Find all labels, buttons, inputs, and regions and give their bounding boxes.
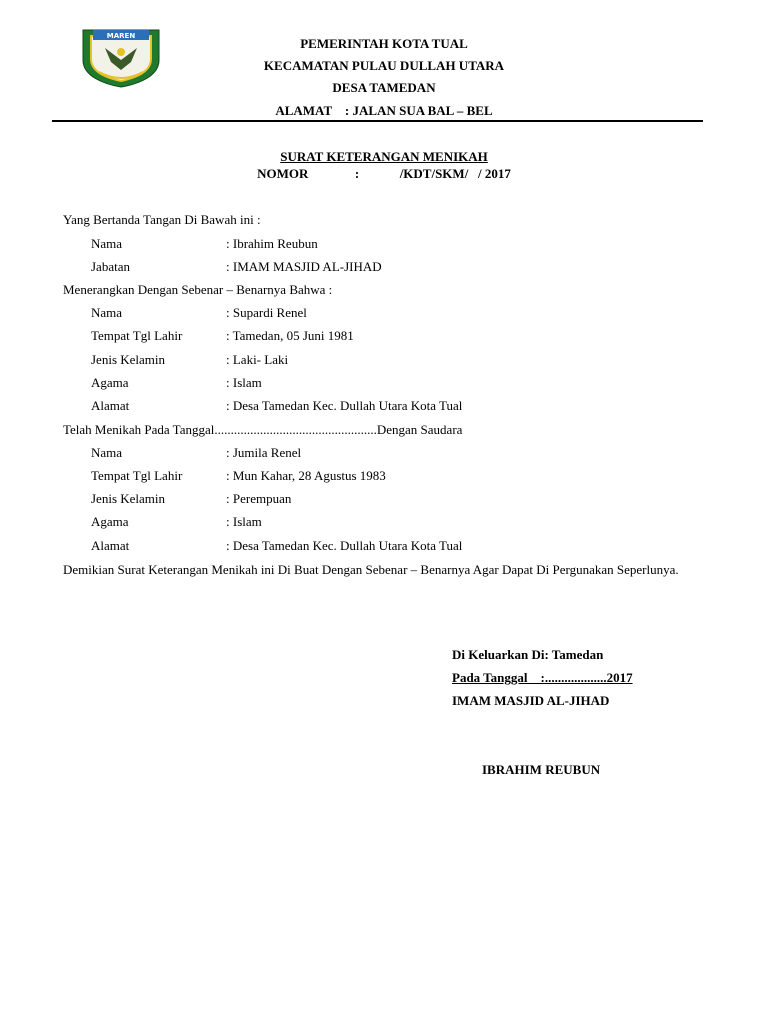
header-line-1: PEMERINTAH KOTA TUAL	[300, 36, 468, 51]
groom-name-label: Nama	[91, 305, 123, 320]
nomor-value: /KDT/SKM/ / 2017	[399, 166, 511, 181]
signer-position-label: Jabatan	[91, 259, 130, 274]
header-line-3: DESA TAMEDAN	[332, 80, 436, 95]
bride-gender-value: : Perempuan	[226, 491, 292, 506]
married-line: Telah Menikah Pada Tanggal..................................................Dengan Saudara	[63, 422, 463, 437]
document-title: SURAT KETERANGAN MENIKAH	[280, 149, 488, 164]
issued-place: Di Keluarkan Di: Tamedan	[452, 647, 604, 662]
signer-position-value: : IMAM MASJID AL-JIHAD	[226, 259, 382, 274]
groom-address-value: : Desa Tamedan Kec. Dullah Utara Kota Tual	[226, 398, 463, 413]
bride-religion-value: : Islam	[226, 514, 262, 529]
signer-name-label: Nama	[91, 236, 123, 251]
groom-religion-value: : Islam	[226, 375, 262, 390]
bride-religion-label: Agama	[91, 514, 129, 529]
groom-address-label: Alamat	[91, 398, 130, 413]
header-line-2: KECAMATAN PULAU DULLAH UTARA	[263, 58, 505, 73]
statement-text: Menerangkan Dengan Sebenar – Benarnya Bahwa :	[63, 282, 333, 297]
nomor-separator: :	[354, 166, 360, 181]
issued-date: Pada Tanggal :...................2017	[452, 670, 633, 685]
groom-gender-value: : Laki- Laki	[226, 352, 289, 367]
bride-name-value: : Jumila Renel	[226, 445, 302, 460]
groom-name-value: : Supardi Renel	[226, 305, 307, 320]
groom-birth-label: Tempat Tgl Lahir	[91, 328, 183, 343]
document-number	[200, 166, 568, 182]
intro-text: Yang Bertanda Tangan Di Bawah ini :	[63, 212, 261, 227]
maren-emblem-icon	[79, 26, 163, 88]
bride-birth-label: Tempat Tgl Lahir	[91, 468, 183, 483]
bride-gender-label: Jenis Kelamin	[91, 491, 166, 506]
bride-address-label: Alamat	[91, 538, 130, 553]
groom-religion-label: Agama	[91, 375, 129, 390]
header-address: ALAMAT : JALAN SUA BAL – BEL	[275, 103, 493, 118]
bride-birth-value: : Mun Kahar, 28 Agustus 1983	[226, 468, 386, 483]
logo-text: MAREN	[106, 32, 136, 40]
signer-name-value: : Ibrahim Reubun	[226, 236, 318, 251]
bride-name-label: Nama	[91, 445, 123, 460]
signer-name: IBRAHIM REUBUN	[482, 762, 601, 777]
header-divider	[52, 120, 703, 122]
signer-position: IMAM MASJID AL-JIHAD	[452, 693, 610, 708]
closing-paragraph: Demikian Surat Keterangan Menikah ini Di Buat Dengan Sebenar – Benarnya Agar Dapat Di Pergunakan Seperlunya.	[63, 562, 679, 577]
nomor-label: NOMOR	[257, 166, 309, 181]
groom-birth-value: : Tamedan, 05 Juni 1981	[226, 328, 354, 343]
groom-gender-label: Jenis Kelamin	[91, 352, 166, 367]
bride-address-value: : Desa Tamedan Kec. Dullah Utara Kota Tual	[226, 538, 463, 553]
